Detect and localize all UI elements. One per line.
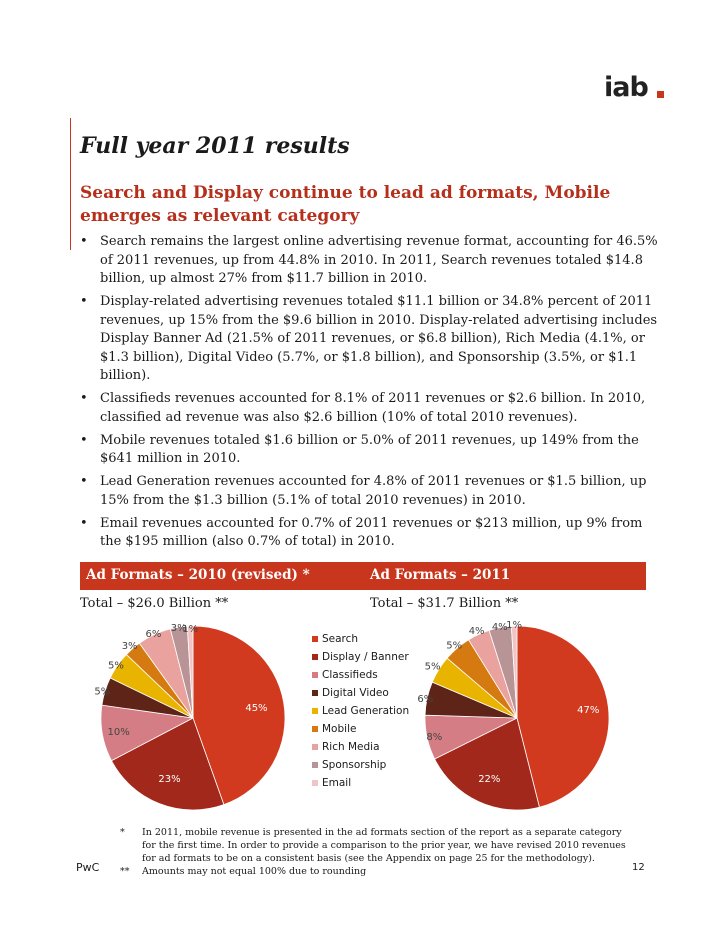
pie-data-label: 23%: [158, 773, 181, 785]
legend-swatch: [312, 744, 318, 750]
pie-data-label: 47%: [577, 705, 600, 717]
pie-data-label: 6%: [417, 693, 434, 705]
pie-data-label: 5%: [424, 661, 441, 673]
legend-swatch: [312, 762, 318, 768]
legend-label: Rich Media: [322, 741, 380, 753]
chart-2011-total: Total – $31.7 Billion **: [370, 596, 519, 611]
legend-item: [312, 633, 409, 651]
pie-data-label: 6%: [145, 628, 162, 640]
footnote: * In 2011, mobile revenue is presented in the ad formats section of the report as a separate category for the first time. In order to provide a comparison to the prior year, we have revised 2010 revenues for ad formats to be on a consistent basis (see the Appendix on page 25 for the methodology).: [120, 827, 626, 864]
pie-data-label: 45%: [245, 703, 268, 715]
legend-swatch: [312, 708, 318, 714]
iab-logo: iab: [604, 72, 648, 103]
legend-label: Search: [322, 633, 359, 645]
legend-label: Mobile: [322, 723, 357, 735]
legend-swatch: [312, 726, 318, 732]
legend-label: Classifieds: [322, 669, 378, 681]
bullet-item: • Classifieds revenues accounted for 8.1% of 2011 revenues or $2.6 billion. In 2010, classified ad revenue was also $2.6 billion (10% of total 2010 revenues).: [80, 391, 646, 425]
footnote: ** Amounts may not equal 100% due to rounding: [120, 866, 367, 877]
chart-2010-title: Ad Formats – 2010 (revised) *: [86, 567, 310, 583]
bullet-item: • Display-related advertising revenues totaled $11.1 billion or 34.8% percent of 2011 revenues, up 15% from the $9.6 billion in 2010. Display-related advertising includes Display Banner Ad (21.5% of 2011 revenues, or $6.8 billion), Rich Media (4.1%, or $1.3 billion), Digital Video (5.7%, or $1.8 billion), and Sponsorship (3.5%, or $1.1 billion).: [80, 294, 658, 383]
legend-label: Display / Banner: [322, 651, 409, 663]
chart-legend: [312, 633, 409, 795]
pie-data-label: 1%: [182, 623, 199, 635]
legend-swatch: [312, 780, 318, 786]
page-title: Full year 2011 results: [80, 133, 350, 159]
legend-swatch: [312, 690, 318, 696]
bullet-item: • Lead Generation revenues accounted for 4.8% of 2011 revenues or $1.5 billion, up 15% from the $1.3 billion (5.1% of total 2010 revenues) in 2010.: [80, 474, 647, 508]
pie-data-label: 5%: [107, 660, 124, 672]
legend-item: [312, 705, 409, 723]
legend-label: Lead Generation: [322, 705, 410, 717]
pie-data-label: 5%: [94, 686, 111, 698]
pie-data-label: 1%: [506, 620, 523, 632]
legend-swatch: [312, 654, 318, 660]
footnotes: [120, 826, 630, 878]
bullet-item: • Mobile revenues totaled $1.6 billion or 5.0% of 2011 revenues, up 149% from the $641 million in 2010.: [80, 432, 639, 466]
page-number: 12: [632, 862, 645, 873]
legend-label: Sponsorship: [322, 759, 387, 771]
legend-item: [312, 777, 409, 795]
bullet-item: • Search remains the largest online advertising revenue format, accounting for 46.5% of 2011 revenues, up from 44.8% in 2010. In 2011, Search revenues totaled $14.8 billion, up almost 27% from $11.7 billion in 2010.: [80, 234, 658, 286]
legend-label: Email: [322, 777, 352, 789]
legend-item: [312, 723, 409, 741]
footer-company: PwC: [76, 861, 100, 874]
legend-label: Digital Video: [322, 687, 389, 699]
pie-data-label: 3%: [121, 641, 138, 653]
chart-2011-title: Ad Formats – 2011: [370, 567, 511, 583]
pie-data-label: 3%: [170, 623, 187, 635]
pie-data-label: 8%: [426, 732, 443, 744]
legend-item: [312, 651, 409, 669]
legend-item: [312, 759, 409, 777]
pie-data-label: 22%: [478, 774, 501, 786]
pie-data-label: 5%: [446, 640, 463, 652]
legend-item: [312, 687, 409, 705]
pie-data-label: 10%: [107, 726, 130, 738]
pie-data-label: 4%: [468, 626, 485, 638]
pie-data-label: 4%: [491, 621, 508, 633]
section-subtitle: Search and Display continue to lead ad formats, Mobile emerges as relevant category: [80, 183, 611, 226]
chart-2010-total: Total – $26.0 Billion **: [80, 596, 229, 611]
legend-item: [312, 669, 409, 687]
legend-item: [312, 741, 409, 759]
legend-swatch: [312, 672, 318, 678]
legend-swatch: [312, 636, 318, 642]
bullet-item: • Email revenues accounted for 0.7% of 2011 revenues or $213 million, up 9% from the $195 million (also 0.7% of total) in 2010.: [80, 515, 643, 549]
